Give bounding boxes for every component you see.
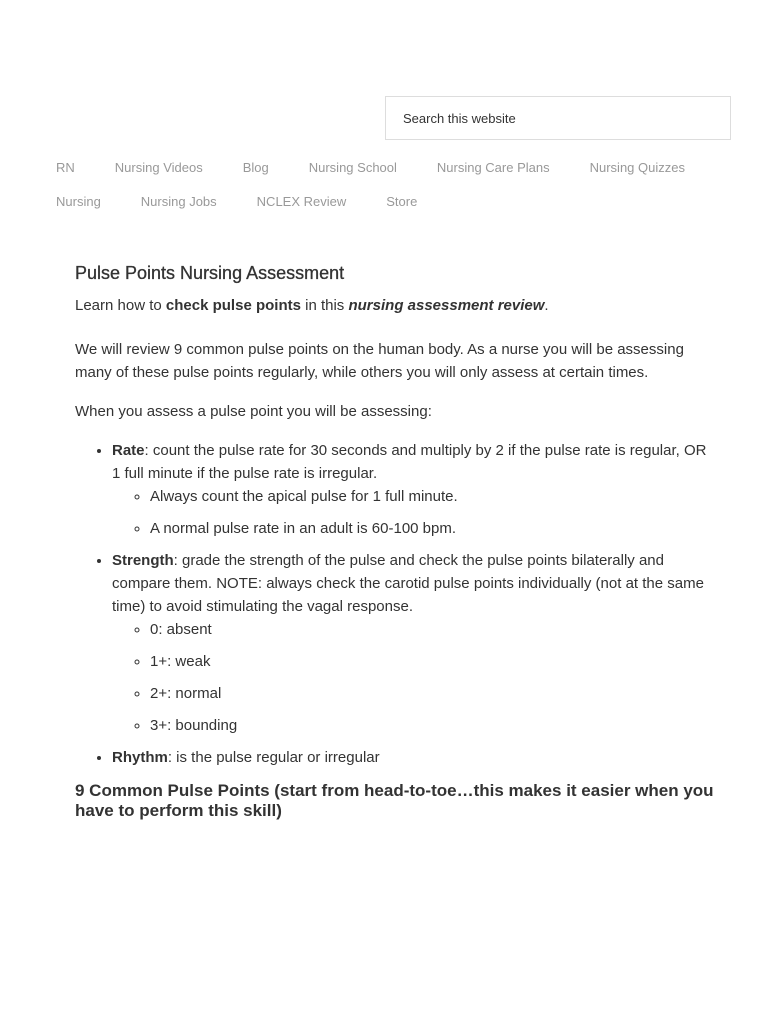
search-input[interactable] <box>401 110 730 127</box>
nav-item-rn[interactable]: RN <box>56 159 75 175</box>
body-paragraph-1: We will review 9 common pulse points on the human body. As a nurse you will be assessing many of these pulse points regularly, while others you will only assess at certain times. <box>75 341 684 381</box>
nav-item-blog[interactable]: Blog <box>242 159 269 175</box>
page-title: Pulse Points Nursing Assessment <box>75 263 345 283</box>
list-item-rhythm <box>112 746 715 769</box>
main-navigation <box>56 150 746 218</box>
nav-item-nursing-jobs[interactable]: Nursing Jobs <box>140 193 217 209</box>
sub-list-item: ◦ 3+: bounding <box>150 714 715 737</box>
list-item-text: : grade the strength of the pulse and check the pulse points bilaterally and compare them. NOTE: always check the carotid pulse points individually (not at the same time) to avoid stimulating the vagal response. <box>112 552 704 615</box>
nav-row-2 <box>56 184 746 218</box>
strength-sub-list <box>112 618 715 737</box>
list-item-text: : is the pulse regular or irregular <box>167 749 380 766</box>
intro-middle: in this <box>300 297 349 314</box>
search-box[interactable] <box>385 96 731 140</box>
rate-sub-list <box>112 485 715 540</box>
intro-bold-italic: nursing assessment review <box>348 297 545 314</box>
nav-item-nursing-care-plans[interactable]: Nursing Care Plans <box>436 159 550 175</box>
section-heading: 9 Common Pulse Points (start from head-to-toe…this makes it easier when you have to perform this skill) <box>75 781 714 820</box>
list-item-term: Strength <box>112 552 174 569</box>
sub-list-item: ◦ A normal pulse rate in an adult is 60-100 bpm. <box>150 517 715 540</box>
assessment-list <box>75 439 715 769</box>
article <box>75 260 715 821</box>
intro-bold: check pulse points <box>165 297 301 314</box>
sub-list-item: ◦ 0: absent <box>150 618 715 641</box>
list-item-text: : count the pulse rate for 30 seconds and multiply by 2 if the pulse rate is regular, OR 1 full minute if the pulse rate is irregular. <box>112 442 707 482</box>
intro-paragraph <box>75 294 715 317</box>
list-item-strength <box>112 549 715 737</box>
nav-row-1 <box>56 150 746 184</box>
nav-item-nclex-review[interactable]: NCLEX Review <box>256 193 347 209</box>
nav-item-store[interactable]: Store <box>386 193 418 209</box>
intro-prefix: Learn how to <box>75 297 166 314</box>
nav-item-nursing-school[interactable]: Nursing School <box>308 159 397 175</box>
nav-item-nursing-videos[interactable]: Nursing Videos <box>114 159 203 175</box>
list-item-term: Rhythm <box>112 749 168 766</box>
nav-item-nursing[interactable]: Nursing <box>56 193 101 209</box>
intro-suffix: . <box>544 297 549 314</box>
sub-list-item: ◦ Always count the apical pulse for 1 full minute. <box>150 485 715 508</box>
sub-list-item: ◦ 1+: weak <box>150 650 715 673</box>
sub-list-item: ◦ 2+: normal <box>150 682 715 705</box>
list-item-term: Rate <box>112 442 145 459</box>
body-paragraph-2: When you assess a pulse point you will be assessing: <box>75 403 432 420</box>
nav-item-nursing-quizzes[interactable]: Nursing Quizzes <box>589 159 685 175</box>
list-item-rate <box>112 439 715 540</box>
